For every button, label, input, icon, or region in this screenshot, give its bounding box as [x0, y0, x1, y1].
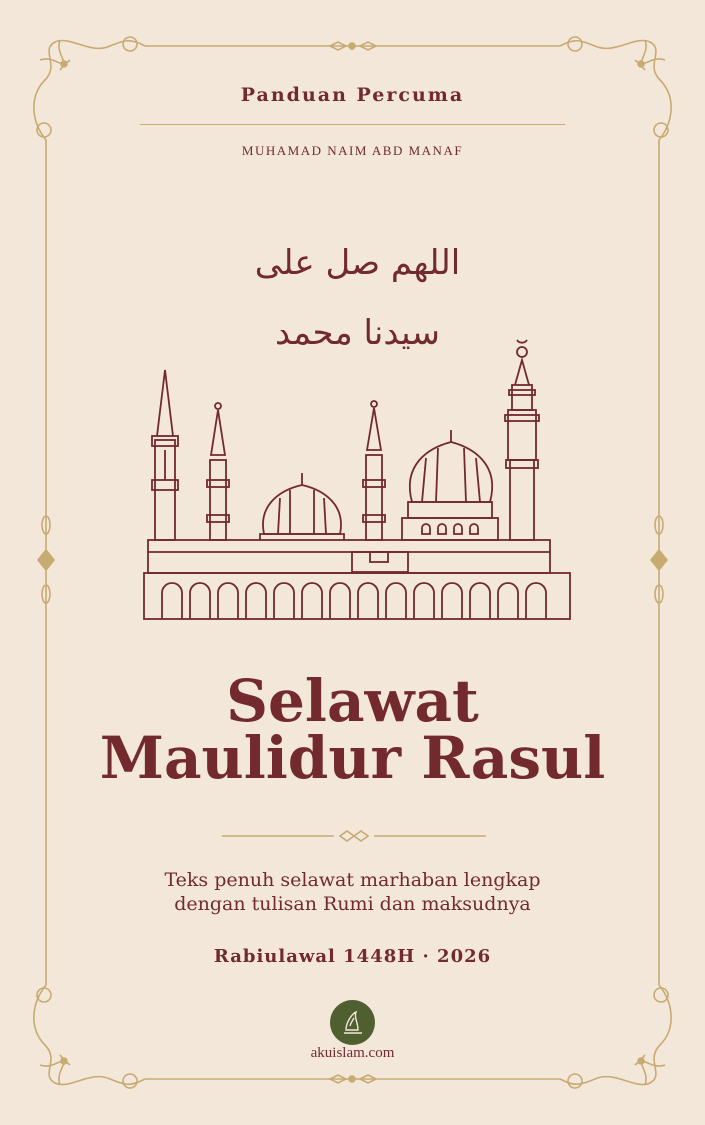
green-dome [402, 430, 498, 540]
corner-bottom-right-ornament [560, 985, 671, 1088]
akuislam-logo-icon [330, 1000, 375, 1045]
guide-label: Panduan Percuma [240, 84, 465, 106]
subtitle-line-2: dengan tulisan Rumi dan maksudnya [174, 893, 531, 915]
minaret-center [363, 401, 385, 540]
arcade-arches [162, 583, 546, 619]
title-divider-ornament [222, 826, 486, 846]
title-line-2: Maulidur Rasul [99, 724, 606, 792]
mosque-illustration [140, 330, 575, 625]
website-url[interactable]: akuislam.com [310, 1045, 395, 1061]
minaret-right [505, 340, 539, 540]
corner-bottom-left-ornament [34, 985, 145, 1088]
title-line-1: Selawat [226, 667, 479, 735]
author-name: MUHAMAD NAIM ABD MANAF [241, 143, 464, 158]
header-divider [140, 124, 565, 125]
edition-date: Rabiulawal 1448H · 2026 [213, 946, 492, 967]
logo-mark-icon [330, 1000, 375, 1045]
minaret-left-inner [207, 403, 229, 540]
small-dome [260, 473, 344, 540]
subtitle-line-1: Teks penuh selawat marhaban lengkap [164, 869, 541, 891]
arabic-calligraphy: اللهم صل على سيدنا محمد [254, 243, 461, 353]
subtitle [0, 868, 705, 916]
minaret-left [152, 370, 178, 540]
